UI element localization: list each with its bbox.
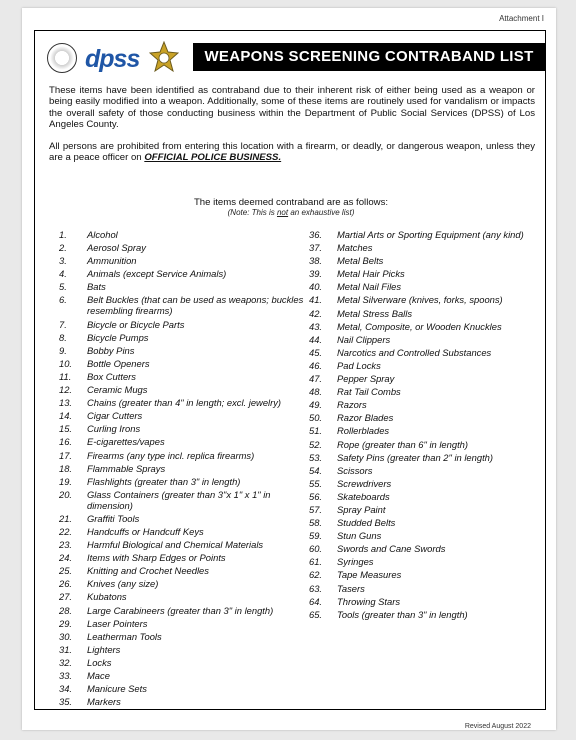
item-number: 4. [59,268,67,280]
item-text: Studded Belts [337,517,396,529]
item-number: 3. [59,255,67,267]
item-text: Spray Paint [337,503,386,515]
list-item [59,436,309,447]
revised-date: Revised August 2022 [464,723,531,730]
item-text: Syringes [337,556,374,568]
item-number: 57. [309,503,323,515]
item-number: 61. [309,556,323,568]
item-text: Large Carabineers (greater than 3" in length) [87,604,274,616]
item-number: 63. [309,582,323,594]
intro-section [49,85,535,173]
item-text: Laser Pointers [87,617,148,629]
item-text: Metal, Composite, or Wooden Knuckles [337,320,502,332]
item-text: Kubatons [87,591,127,603]
list-item [59,696,309,707]
list-item [59,450,309,461]
item-text: Metal Silverware (knives, forks, spoons) [337,294,503,306]
item-number: 43. [309,320,323,332]
item-number: 40. [309,281,323,293]
item-number: 1. [59,229,67,240]
item-text: Razors [337,399,367,411]
item-text: E-cigarettes/vapes [87,436,165,448]
item-text: Lighters [87,643,121,655]
item-number: 9. [59,344,67,356]
list-lead: The items deemed contraband are as follows: [193,197,389,208]
item-text: Safety Pins (greater than 2" in length) [337,451,494,463]
item-number: 17. [59,449,73,461]
list-item [59,605,309,616]
list-item [309,596,543,607]
list-item [309,229,543,240]
intro-paragraph: These items have been identified as contraband due to their inherent risk of either being used as a weapon or being easily modified into a weapon. Additionally, some of these items are routinely used for vandalism or impacts the overall safety of those conducting business within the Department of Public Social Services (DPSS) of Los Angeles County. [49,85,535,131]
item-text: Bottle Openers [87,357,150,369]
list-item [59,591,309,602]
item-text: Matches [337,242,373,254]
item-text: Bicycle or Bicycle Parts [87,318,185,330]
item-text: Aerosol Spray [87,242,146,254]
item-text: Tools (greater than 3" in length) [337,608,468,620]
item-text: Metal Nail Files [337,281,402,293]
item-text: Bats [87,281,106,293]
item-number: 32. [59,656,73,668]
list-item [59,358,309,369]
item-number: 60. [309,543,323,555]
item-number: 62. [309,569,323,581]
list-item [309,360,543,371]
list-item [309,530,543,541]
item-text: Bobby Pins [87,344,135,356]
item-text: Metal Belts [337,255,384,267]
list-item [59,618,309,629]
list-item [309,321,543,332]
list-item [309,517,543,528]
list-item [59,683,309,694]
list-note [35,208,547,217]
item-text: Locks [87,656,112,668]
item-text: Mace [87,670,110,681]
list-item [309,504,543,515]
list-item [59,229,309,240]
item-number: 56. [309,490,323,502]
list-item [59,319,309,330]
item-text: Graffiti Tools [87,512,140,524]
item-number: 12. [59,384,73,396]
list-item [59,397,309,408]
item-number: 28. [59,604,73,616]
list-item [309,281,543,292]
list-item [309,294,543,305]
item-text: Flammable Sprays [87,462,166,474]
list-item [59,565,309,576]
item-number: 36. [309,229,323,240]
item-text: Knives (any size) [87,578,159,590]
item-text: Nail Clippers [337,333,391,345]
item-text: Chains (greater than 4" in length; excl. jewelry) [87,397,282,409]
item-number: 54. [309,464,323,476]
note-prefix: (Note: This is [227,208,275,217]
list-item [59,281,309,292]
item-number: 7. [59,318,67,330]
list-item [309,412,543,423]
list-item [59,332,309,343]
list-item [59,410,309,421]
item-number: 5. [59,281,67,293]
item-number: 26. [59,578,73,590]
item-text: Belt Buckles (that can be used as weapons; buckles resembling firearms) [87,294,304,317]
item-number: 44. [309,333,323,345]
item-number: 64. [309,595,323,607]
item-number: 48. [309,386,323,398]
item-number: 18. [59,462,73,474]
item-number: 65. [309,608,323,620]
item-number: 14. [59,410,73,422]
item-text: Bicycle Pumps [87,331,149,343]
list-item [59,552,309,563]
item-number: 38. [309,255,323,267]
item-number: 47. [309,373,323,385]
list-item [309,583,543,594]
item-text: Box Cutters [87,370,136,382]
item-number: 8. [59,331,67,343]
list-item [59,476,309,487]
item-text: Skateboards [337,490,390,502]
list-item [59,345,309,356]
item-text: Rat Tail Combs [337,386,401,398]
item-text: Items with Sharp Edges or Points [87,552,226,564]
item-text: Stun Guns [337,530,382,542]
contraband-list-right [309,229,543,622]
list-item [59,644,309,655]
list-item [59,255,309,266]
list-item [309,439,543,450]
list-item [309,373,543,384]
item-number: 34. [59,683,73,695]
item-number: 21. [59,512,73,524]
item-number: 51. [309,425,323,437]
item-number: 45. [309,346,323,358]
item-text: Screwdrivers [337,477,392,489]
item-number: 31. [59,643,73,655]
content-frame [34,30,546,730]
item-number: 55. [309,477,323,489]
item-text: Alcohol [87,229,118,240]
item-text: Throwing Stars [337,595,401,607]
item-text: Ammunition [87,255,137,267]
list-item [309,491,543,502]
item-text: Curling Irons [87,423,141,435]
item-text: Rope (greater than 6" in length) [337,438,469,450]
item-text: Knitting and Crochet Needles [87,565,209,577]
item-number: 10. [59,357,73,369]
list-item [309,242,543,253]
attachment-label: Attachment I [499,14,544,23]
item-text: Flashlights (greater than 3" in length) [87,475,241,487]
list-item [309,465,543,476]
item-number: 20. [59,488,73,500]
item-number: 22. [59,525,73,537]
item-text: Metal Stress Balls [337,307,413,319]
item-number: 37. [309,242,323,254]
item-number: 27. [59,591,73,603]
item-text: Manicure Sets [87,683,147,695]
item-text: Scissors [337,464,373,476]
page-title: WEAPONS SCREENING CONTRABAND LIST [193,43,545,71]
list-item [309,334,543,345]
item-number: 35. [59,696,73,708]
list-item [309,556,543,567]
item-text: Razor Blades [337,412,394,424]
list-item [59,539,309,550]
item-number: 59. [309,530,323,542]
item-number: 25. [59,565,73,577]
item-number: 50. [309,412,323,424]
list-item [59,268,309,279]
item-text: Martial Arts or Sporting Equipment (any kind) [337,229,524,240]
item-number: 11. [59,370,72,382]
item-number: 49. [309,399,323,411]
item-text: Harmful Biological and Chemical Materials [87,539,264,551]
item-number: 41. [309,294,323,306]
item-text: Swords and Cane Swords [337,543,446,555]
list-item [309,268,543,279]
list-item [309,386,543,397]
list-item [59,294,309,316]
item-number: 23. [59,539,73,551]
item-number: 19. [59,475,73,487]
dpss-logo: dpss [85,45,140,73]
list-item [309,399,543,410]
list-item [59,526,309,537]
item-text: Pad Locks [337,359,381,371]
item-number: 46. [309,359,323,371]
item-number: 52. [309,438,323,450]
prohibited-paragraph [49,141,535,164]
item-text: Markers [87,696,121,708]
list-item [309,347,543,358]
list-item [309,609,543,620]
list-item [309,543,543,554]
item-text: Rollerblades [337,425,390,437]
item-number: 30. [59,630,73,642]
note-suffix: an exhaustive list) [290,208,355,217]
list-item [59,384,309,395]
item-number: 24. [59,552,73,564]
item-number: 2. [59,242,67,254]
list-item [309,478,543,489]
item-text: Tasers [337,582,365,594]
item-text: Animals (except Service Animals) [87,268,227,280]
list-item [309,452,543,463]
item-number: 53. [309,451,323,463]
list-item [309,308,543,319]
item-number: 39. [309,268,323,280]
item-text: Metal Hair Picks [337,268,405,280]
note-not: not [276,208,289,217]
item-number: 33. [59,670,73,681]
list-item [59,242,309,253]
item-text: Glass Containers (greater than 3"x 1" x 1" in dimension) [87,488,271,511]
item-text: Firearms (any type incl. replica firearms) [87,449,255,461]
item-text: Cigar Cutters [87,410,143,422]
item-number: 42. [309,307,323,319]
header [43,39,537,77]
official-business-text: OFFICIAL POLICE BUSINESS. [144,152,282,164]
item-number: 58. [309,517,323,529]
list-item [59,578,309,589]
item-number: 16. [59,436,73,448]
list-item [59,513,309,524]
item-text: Narcotics and Controlled Substances [337,346,492,358]
prohibited-text: All persons are prohibited from entering this location with a firearm, or deadly, or dangerous weapon, unless they are a peace officer on [49,140,535,164]
item-text: Leatherman Tools [87,630,162,642]
county-seal-icon [47,43,77,73]
item-number: 15. [59,423,73,435]
sheriff-badge-icon [149,41,179,75]
list-item [59,657,309,668]
item-number: 29. [59,617,73,629]
item-number: 13. [59,397,73,409]
list-item [59,463,309,474]
item-text: Handcuffs or Handcuff Keys [87,525,204,537]
item-text: Pepper Spray [337,373,395,385]
list-item [309,255,543,266]
list-item [59,670,309,681]
document-page [22,8,556,730]
item-text: Tape Measures [337,569,402,581]
item-number: 6. [59,294,67,306]
list-item [59,489,309,511]
item-text: Ceramic Mugs [87,384,148,396]
list-item [309,569,543,580]
list-item [59,371,309,382]
contraband-list-left [59,229,309,709]
list-item [59,631,309,642]
list-item [59,423,309,434]
list-item [309,425,543,436]
